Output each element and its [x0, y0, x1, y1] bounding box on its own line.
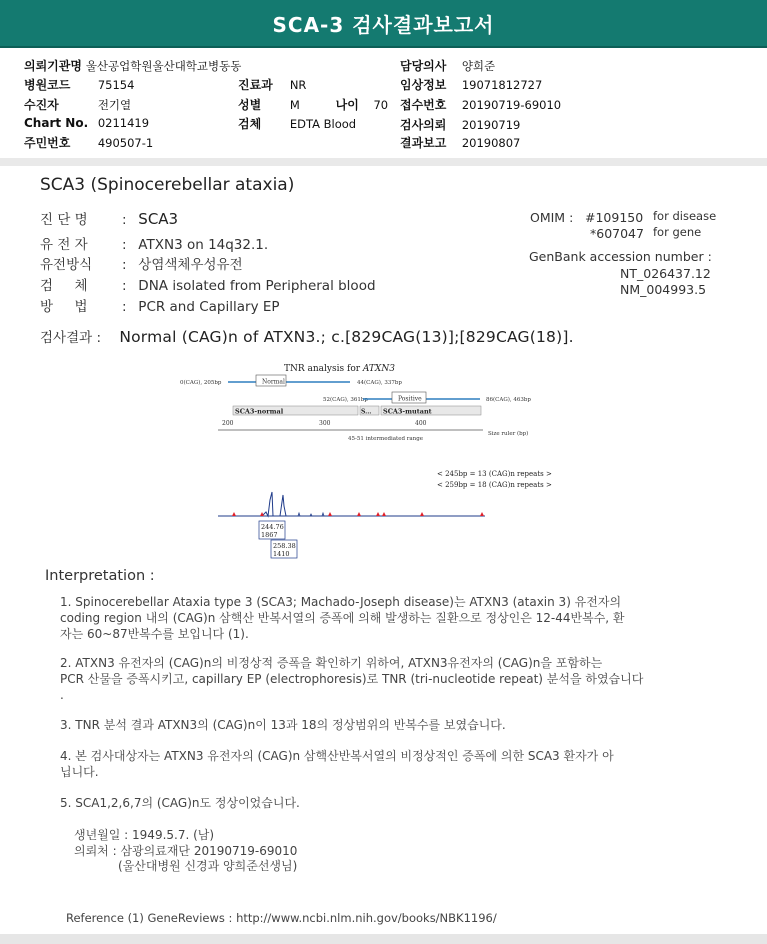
doc-title: SCA3 (Spinocerebellar ataxia) [40, 175, 295, 195]
request-date-label: 검사의뢰 [400, 118, 447, 132]
normal-box-label: Normal [262, 378, 285, 386]
patient-row [24, 96, 131, 113]
hospital-code-label: 병원코드 [24, 78, 71, 92]
interpretation-paragraph-1 [60, 594, 710, 642]
report-date-value: 20190807 [461, 136, 521, 150]
chart-no-row [24, 116, 149, 130]
intermediate-label: 45-51 intermediated range [348, 436, 423, 442]
chart-no-label: Chart No. [24, 116, 89, 130]
positive-right-label: 86(CAG), 463bp [486, 397, 531, 403]
hospital-code-row [24, 76, 134, 93]
department-label: 진료과 [238, 78, 273, 92]
receipt-no-label: 접수번호 [400, 98, 447, 112]
red-marker [480, 512, 484, 516]
specimen-label: 검체 [238, 117, 262, 131]
report-title: SCA-3 검사결과보고서 [0, 0, 767, 48]
birth-date: 생년월일 : 1949.5.7. (남) [74, 828, 215, 842]
paragraph-line: 자는 60~87반복수를 보입니다 (1). [60, 627, 249, 641]
paragraph-line: 2. ATXN3 유전자의 (CAG)n의 비정상적 증폭을 확인하기 위하여, ATXN3유전자의 (CAG)n을 포함하는 [60, 656, 603, 670]
peak-size: 258.38 [273, 542, 296, 550]
peak-height: 1867 [261, 531, 278, 539]
interpretation-paragraph-2 [60, 655, 710, 703]
field-specimen: 검 체 : DNA isolated from Peripheral blood [40, 274, 376, 294]
peak-trace [262, 492, 273, 516]
resident-no-value: 490507-1 [97, 136, 154, 150]
field-label: 방 법 [40, 299, 88, 315]
resident-no-row [24, 134, 153, 151]
patient-label: 수진자 [24, 98, 59, 112]
chart-no-value: 0211419 [97, 116, 150, 130]
normal-left-label: 0(CAG), 205bp [180, 380, 222, 386]
field-gene: 유 전 자 : ATXN3 on 14q32.1. [40, 233, 268, 253]
field-value: PCR and Capillary EP [138, 299, 280, 315]
genbank-id: NT_026437.12 [620, 266, 711, 281]
receipt-no-row [400, 96, 561, 113]
request-date-value: 20190719 [461, 118, 521, 132]
paragraph-line: . [60, 688, 64, 702]
age-value: 70 [373, 98, 389, 112]
interpretation-title: Interpretation : [45, 568, 155, 584]
requester-note: (울산대병원 신경과 양희준선생님) [118, 859, 298, 873]
field-inheritance: 유전방식 : 상염색체우성유전 [40, 253, 243, 273]
red-marker [376, 512, 380, 516]
interpretation-paragraph-4 [60, 748, 710, 780]
hospital-code-value: 75154 [97, 78, 135, 92]
red-marker [232, 512, 236, 516]
doctor-label: 담당의사 [400, 59, 447, 73]
patient-value: 전기열 [97, 98, 132, 112]
peak-height: 1410 [273, 550, 290, 558]
field-value: SCA3 [138, 210, 179, 228]
sex-value: M [289, 98, 300, 112]
positive-box-label: Positive [398, 395, 422, 403]
bar-mutant-label: SCA3-mutant [383, 407, 432, 416]
interpretation-paragraph-3 [60, 717, 710, 733]
institution-value: 울산공업학원울산대학교병동동 [85, 59, 242, 73]
genbank-id: NM_004993.5 [620, 282, 707, 297]
reference: Reference (1) GeneReviews : http://www.ncbi.nlm.nih.gov/books/NBK1196/ [66, 911, 497, 925]
electropherogram [210, 462, 552, 562]
tnr-analysis-figure [178, 360, 558, 455]
paragraph-line: 닙니다. [60, 765, 99, 779]
institution-row [24, 57, 241, 74]
ruler-tick-label: 200 [222, 420, 234, 427]
paragraph-line: coding region 내의 (CAG)n 삼핵산 반복서열의 증폭에 의해 발생하는 질환으로 정상인은 12-44반복수, 환 [60, 611, 625, 625]
field-diagnosis: 진 단 명 : SCA3 [40, 210, 179, 228]
field-value: ATXN3 on 14q32.1. [138, 237, 269, 253]
peak-trace [280, 495, 286, 516]
ruler-tick-label: 400 [415, 420, 427, 427]
department-row [238, 76, 306, 93]
legend-entry: < 245bp = 13 (CAG)n repeats > [437, 470, 552, 478]
interpretation-paragraph-5 [60, 795, 710, 811]
paragraph-line: 1. Spinocerebellar Ataxia type 3 (SCA3; Machado-Joseph disease)는 ATXN3 (ataxin 3) 유전자의 [60, 595, 622, 609]
omim-gene-id: *607047 [590, 226, 644, 241]
resident-no-label: 주민번호 [24, 136, 71, 150]
bottom-divider [0, 934, 767, 944]
legend-entry: < 259bp = 18 (CAG)n repeats > [437, 481, 552, 489]
age-label: 나이 [335, 98, 359, 112]
tnr-title: TNR analysis for ATXN3 [284, 364, 395, 374]
ruler-label: Size ruler (bp) [488, 431, 529, 437]
field-value: DNA isolated from Peripheral blood [138, 278, 376, 294]
header-divider [0, 158, 767, 166]
result-value: Normal (CAG)n of ATXN3.; c.[829CAG(13)];[829CAG(18)]. [119, 328, 574, 346]
omim-disease-id: #109150 [585, 210, 644, 225]
bar-mid-label: S... [361, 408, 372, 416]
doctor-value: 양희준 [461, 59, 496, 73]
genbank-label: GenBank accession number : [529, 249, 712, 264]
requester: 의뢰처 : 삼광의료재단 20190719-69010 [74, 844, 298, 858]
clinical-info-value: 19071812727 [461, 78, 543, 92]
field-value: 상염색체우성유전 [138, 257, 243, 273]
specimen-row [238, 115, 356, 132]
red-marker [420, 512, 424, 516]
paragraph-line: 3. TNR 분석 결과 ATXN3의 (CAG)n이 13과 18의 정상범위의 반복수를 보였습니다. [60, 718, 506, 732]
red-marker [328, 512, 332, 516]
ruler-tick-label: 300 [319, 420, 331, 427]
field-method: 방 법 : PCR and Capillary EP [40, 295, 280, 315]
sex-row [238, 96, 388, 113]
department-value: NR [289, 78, 307, 92]
normal-right-label: 44(CAG), 337bp [357, 380, 402, 386]
field-label: 유전방식 [40, 257, 93, 273]
field-label: 진 단 명 [40, 212, 88, 228]
field-label: 유 전 자 [40, 237, 88, 253]
bar-normal-label: SCA3-normal [235, 407, 284, 416]
omim-label: OMIM : [530, 210, 574, 225]
clinical-info-row [400, 76, 542, 93]
red-marker [382, 512, 386, 516]
result-label: 검사결과 : [40, 330, 102, 346]
omim-disease-note: for disease [653, 209, 717, 223]
report-date-row [400, 134, 520, 151]
request-date-row [400, 116, 520, 133]
peak-size: 244.76 [261, 523, 284, 531]
report-date-label: 결과보고 [400, 136, 447, 150]
result-row [40, 326, 574, 346]
field-label: 검 체 [40, 278, 88, 294]
sex-label: 성별 [238, 98, 262, 112]
omim-gene-note: for gene [653, 225, 702, 239]
paragraph-line: PCR 산물을 증폭시키고, capillary EP (electrophoresis)로 TNR (tri-nucleotide repeat) 분석을 하였습니다 [60, 672, 644, 686]
paragraph-line: 5. SCA1,2,6,7의 (CAG)n도 정상이었습니다. [60, 796, 300, 810]
red-marker [357, 512, 361, 516]
doctor-row [400, 57, 495, 74]
receipt-no-value: 20190719-69010 [461, 98, 562, 112]
clinical-info-label: 임상정보 [400, 78, 447, 92]
institution-label: 의뢰기관명 [24, 59, 82, 73]
paragraph-line: 4. 본 검사대상자는 ATXN3 유전자의 (CAG)n 삼핵산반복서열의 비정상적인 증폭에 의한 SCA3 환자가 아 [60, 749, 614, 763]
specimen-value: EDTA Blood [289, 117, 357, 131]
positive-left-label: 52(CAG), 361bp [323, 397, 368, 403]
